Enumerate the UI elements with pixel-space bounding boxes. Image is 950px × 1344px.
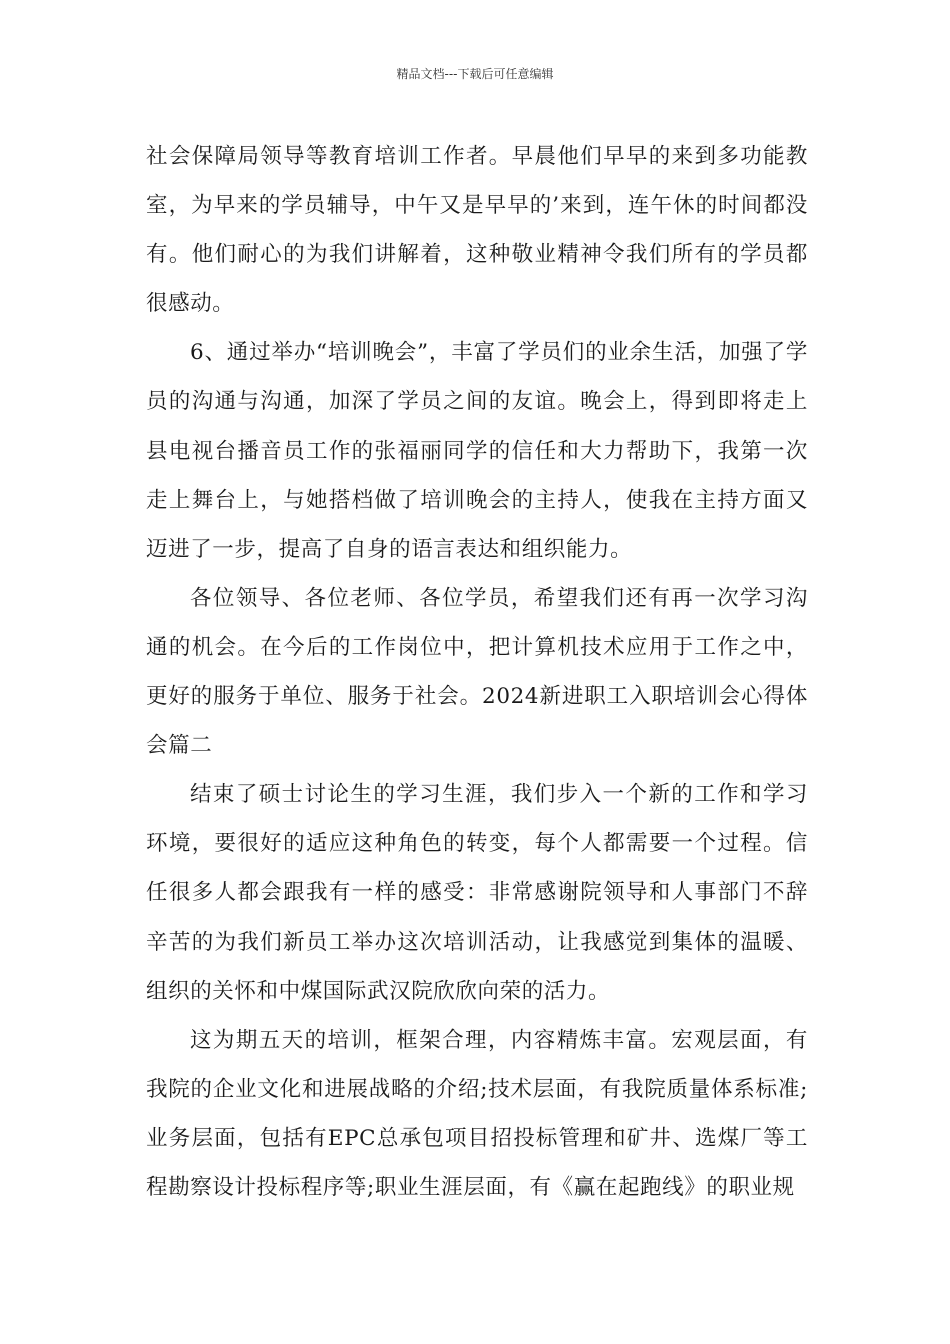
paragraph-continuation: 社会保障局领导等教育培训工作者。早晨他们早早的来到多功能教室，为早来的学员辅导，中午又是早早的’来到，连午休的时间都没有。他们耐心的为我们讲解着，这种敬业精神令我们所有的学员都很感动。 — [146, 144, 808, 317]
document-body — [146, 132, 808, 1212]
paragraph-five-day-training: 这为期五天的培训，框架合理，内容精炼丰富。宏观层面，有我院的企业文化和进展战略的介绍;技术层面，有我院质量体系标准;业务层面，包括有EPC总承包项目招投标管理和矿井、选煤厂等工程勘察设计投标程序等;职业生涯层面，有《赢在起跑线》的职业规 — [146, 1027, 808, 1200]
page-header: 精品文档---下载后可任意编辑 — [396, 67, 554, 81]
paragraph-training-evening: 6、通过举办“培训晚会”，丰富了学员们的业余生活，加强了学员的沟通与沟通，加深了学员之间的友谊。晚会上，得到即将走上县电视台播音员工作的张福丽同学的信任和大力帮助下，我第一次走上舞台上，与她搭档做了培训晚会的主持人，使我在主持方面又迈进了一步，提高了自身的语言表达和组织能力。 — [146, 340, 808, 562]
paragraph-closing-wishes: 各位领导、各位老师、各位学员，希望我们还有再一次学习沟通的机会。在今后的工作岗位中，把计算机技术应用于工作之中，更好的服务于单位、服务于社会。2024新进职工入职培训会心得体会篇二 — [146, 585, 808, 759]
paragraph-new-environment: 结束了硕士讨论生的学习生涯，我们步入一个新的工作和学习环境，要很好的适应这种角色的转变，每个人都需要一个过程。信任很多人都会跟我有一样的感受：非常感谢院领导和人事部门不辞辛苦的为我们新员工举办这次培训活动，让我感觉到集体的温暖、组织的关怀和中煤国际武汉院欣欣向荣的活力。 — [146, 782, 808, 1004]
